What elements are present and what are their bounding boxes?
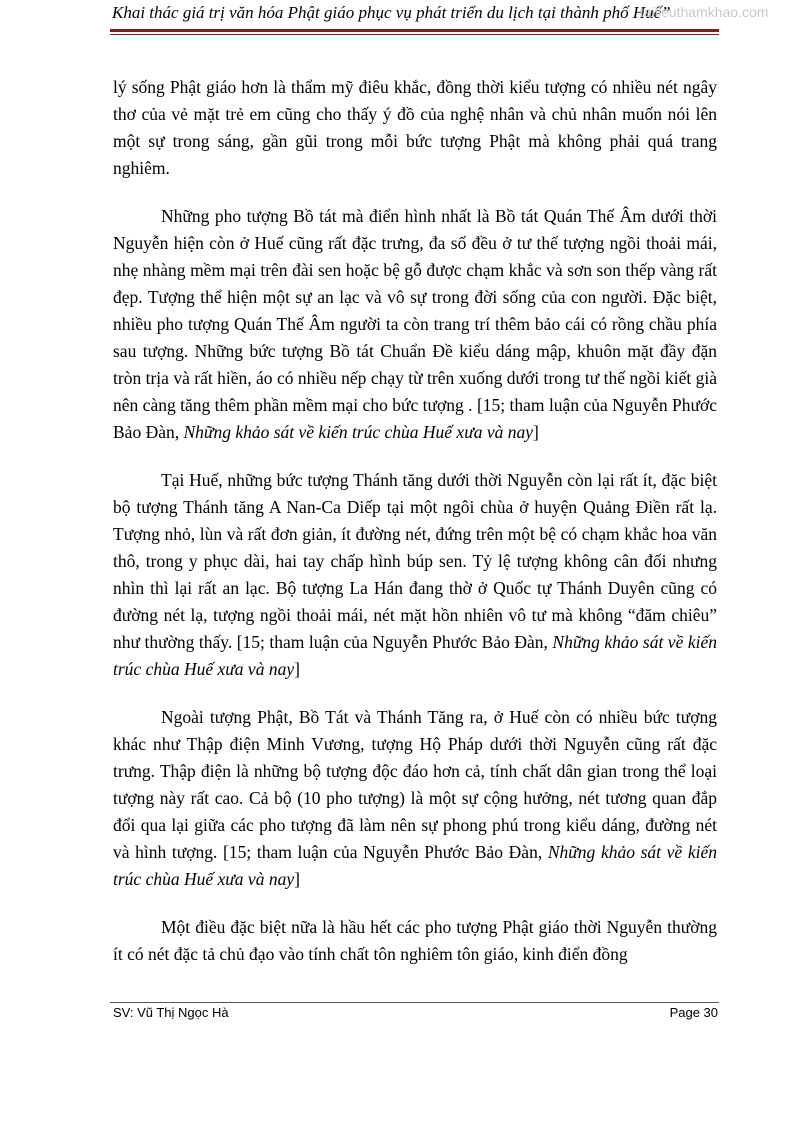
- paragraph-4: Ngoài tượng Phật, Bồ Tát và Thánh Tăng ra, ở Huế còn có nhiều bức tượng khác như Thập điện Minh Vương, tượng Hộ Pháp dưới thời Nguyễn cũng rất đặc trưng. Thập điện là những bộ tượng độc đáo hơn cả, tính chất dân gian trong thể loại tượng này rất cao. Cả bộ (10 pho tượng) là một sự cộng hưởng, nét tương quan đắp đổi qua lại giữa các pho tượng đã làm nên sự phong phú trong kiểu dáng, đường nét và hình tượng. [15; tham luận của Nguyễn Phước Bảo Đàn, Những khảo sát về kiến trúc chùa Huế xưa và nay]: [113, 707, 717, 889]
- paragraph-3: Tại Huế, những bức tượng Thánh tăng dưới thời Nguyễn còn lại rất ít, đặc biệt bộ tượng Thánh tăng A Nan-Ca Diếp tại một ngôi chùa ở huyện Quảng Điền rất lạ. Tượng nhỏ, lùn và rất đơn giản, ít đường nét, đứng trên một bệ có chạm khắc hoa văn thô, trong y phục dài, hai tay chấp hình búp sen. Tỷ lệ tượng không cân đối nhưng nhìn thì lại rất an lạc. Bộ tượng La Hán đang thờ ở Quốc tự Thánh Duyên cũng có đường nét lạ, tượng ngồi thoải mái, nét mặt hồn nhiên vô tư mà không “đăm chiêu” như thường thấy. [15; tham luận của Nguyễn Phước Bảo Đàn, Những khảo sát về kiến trúc chùa Huế xưa và nay]: [113, 470, 717, 679]
- citation-title: Những khảo sát về kiến trúc chùa Huế xưa và nay: [183, 422, 534, 442]
- site-watermark: tailieuthamkhao.com: [640, 4, 769, 20]
- paragraph-5: Một điều đặc biệt nữa là hầu hết các pho tượng Phật giáo thời Nguyễn thường ít có nét đặc tả chủ đạo vào tính chất tôn nghiêm tôn giáo, kinh điển đồng: [113, 917, 717, 964]
- paragraph-2: Những pho tượng Bồ tát mà điển hình nhất là Bồ tát Quán Thế Âm dưới thời Nguyễn hiện còn ở Huế cũng rất đặc trưng, đa số đều ở tư thế tượng ngồi thoải mái, nhẹ nhàng mềm mại trên đài sen hoặc bệ gỗ được chạm khắc và sơn son thếp vàng rất đẹp. Tượng thể hiện một sự an lạc và vô sự trong đời sống của con người. Đặc biệt, nhiều pho tượng Quán Thế Âm người ta còn trang trí thêm bảo cái có rồng chầu phía sau tượng. Những bức tượng Bồ tát Chuẩn Đề kiểu dáng mập, khuôn mặt đầy đặn tròn trịa và rất hiền, áo có nhiều nếp chạy từ trên xuống dưới trong tư thế ngồi kiết già nên càng tăng thêm phần mềm mại cho bức tượng . [15; tham luận của Nguyễn Phước Bảo Đàn, Những khảo sát về kiến trúc chùa Huế xưa và nay]: [113, 206, 717, 442]
- citation-title: Những khảo sát về kiến trúc chùa Huế xưa và nay: [113, 842, 717, 889]
- running-header-title: Khai thác giá trị văn hóa Phật giáo phục vụ phát triển du lịch tại thành phố Huế”: [112, 3, 671, 22]
- page-number: Page 30: [669, 1005, 718, 1020]
- footer-rule: [110, 1002, 719, 1003]
- citation-title: Những khảo sát về kiến trúc chùa Huế xưa và nay: [113, 632, 717, 679]
- paragraph-1: lý sống Phật giáo hơn là thẩm mỹ điêu khắc, đồng thời kiểu tượng có nhiều nét ngây thơ của vẻ mặt trẻ em cũng cho thấy ý đồ của nghệ nhân và chủ nhân muốn nói lên một sự trong sáng, gần gũi trong mỗi bức tượng Phật mà không phải quá trang nghiêm.: [113, 77, 717, 178]
- header-rule-thin: [110, 34, 719, 35]
- footer-author: SV: Vũ Thị Ngọc Hà: [113, 1005, 229, 1020]
- body-text: [113, 74, 717, 989]
- header-rule-thick: [110, 29, 719, 32]
